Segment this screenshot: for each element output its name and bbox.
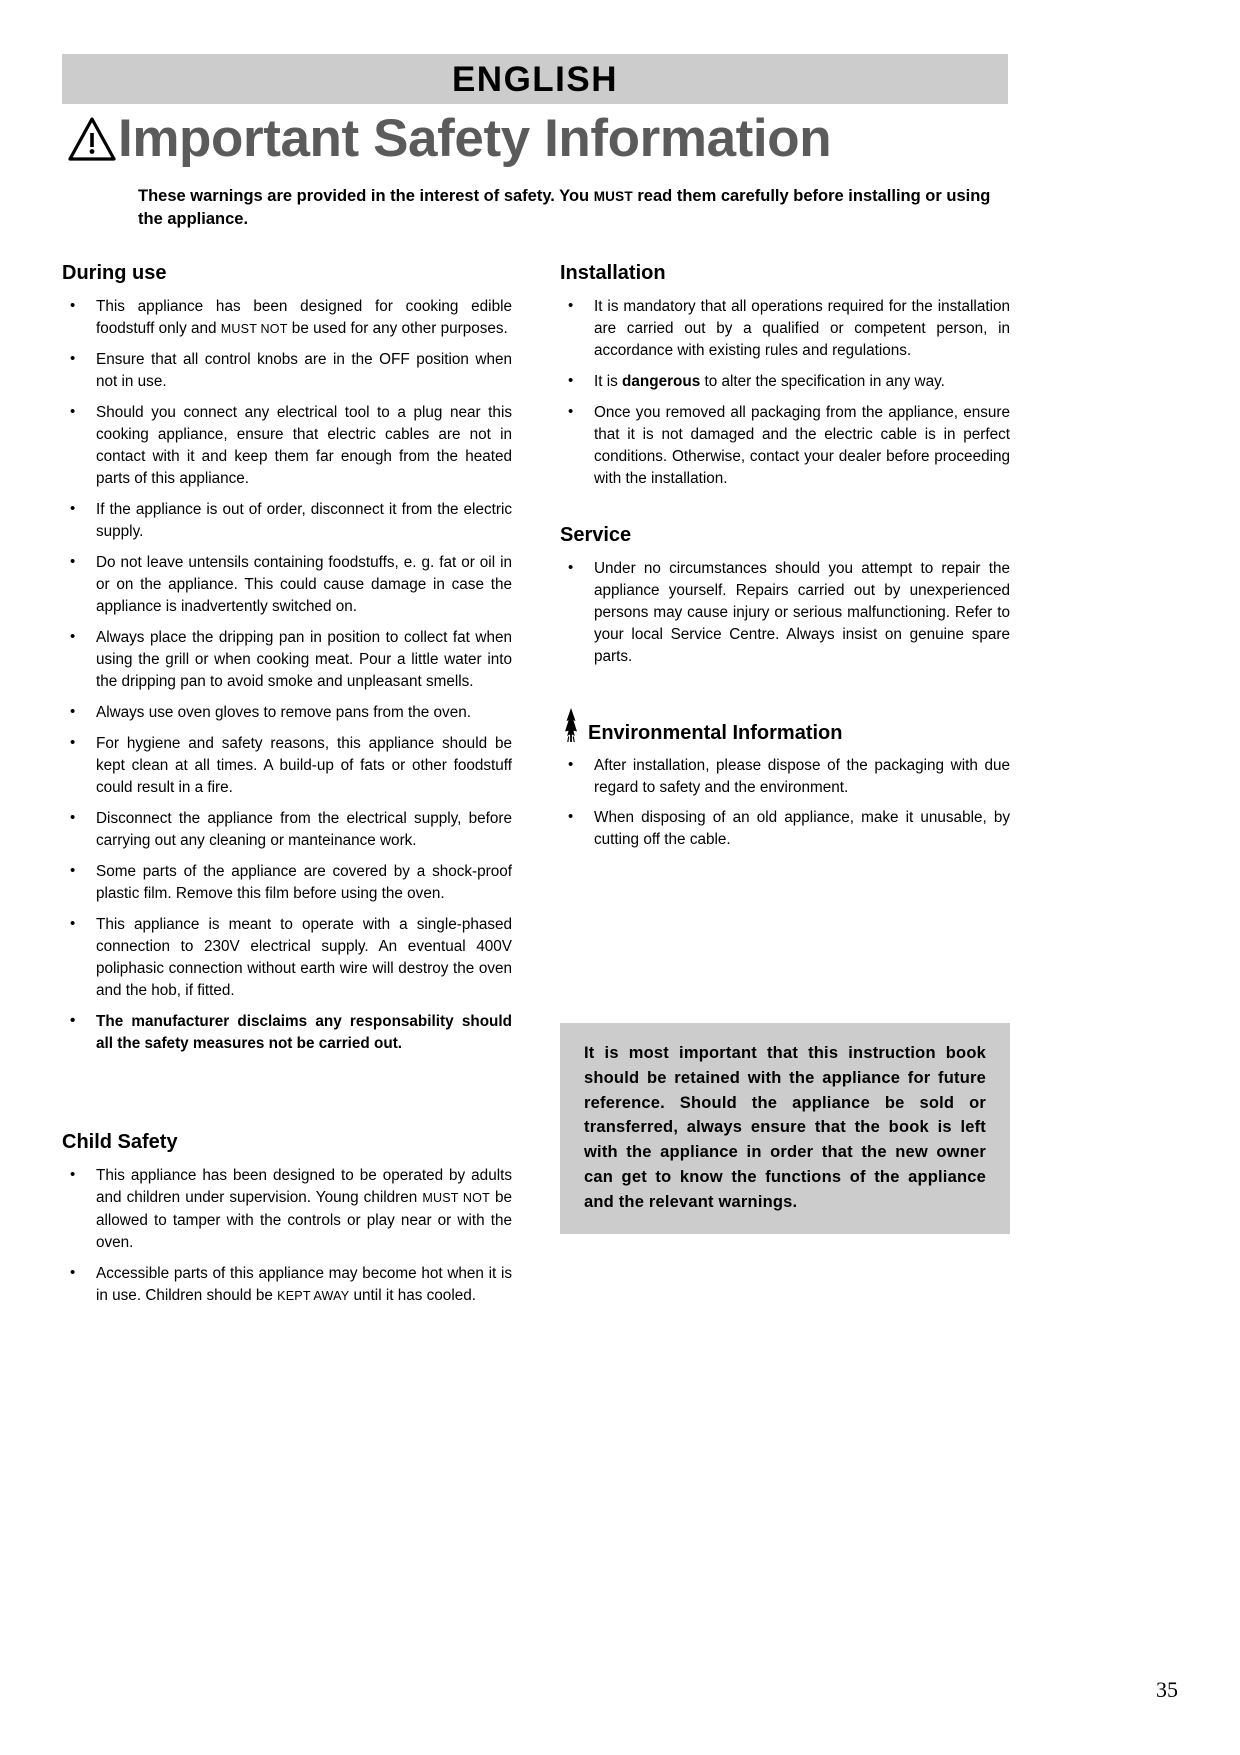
bullet-text-part-1: After installation, please dispose of the packaging with due regard to safety and the environment.: [594, 757, 1010, 797]
section-heading-installation: Installation: [560, 262, 666, 284]
child-safety-block: [62, 1131, 512, 1306]
list-item: [62, 627, 512, 693]
list-item: [62, 402, 512, 490]
page-number: 35: [1156, 1677, 1178, 1702]
list-item: [62, 499, 512, 543]
section-heading-child-safety: Child Safety: [62, 1131, 178, 1154]
bullet-text-part-1: It is mandatory that all operations required for the installation are carried out by a qualified or competent person, in accordance with existing rules and regulations.: [594, 298, 1010, 360]
list-item: [62, 1263, 512, 1307]
left-column: [62, 262, 512, 1316]
intro-part-1: These warnings are provided in the interest of safety. You: [138, 187, 594, 205]
page-title-text: Important Safety Information: [118, 109, 832, 168]
language-label: ENGLISH: [451, 59, 619, 99]
bullet-text-part-1: This appliance is meant to operate with a single-phased connection to 230V electrical supply. An eventual 400V poliphasic connection without earth wire will destroy the oven and the hob, if fitted.: [96, 916, 512, 1000]
bullet-text-part-1: Ensure that all control knobs are in the OFF position when not in use.: [96, 351, 512, 391]
right-column: [560, 262, 1010, 859]
installation-list: [560, 296, 1010, 490]
bullet-text-part-1: This appliance has been designed to be operated by adults and children under supervision. Young children: [96, 1167, 512, 1207]
bullet-text-part-1: Accessible parts of this appliance may become hot when it is in use. Children should be: [96, 1264, 512, 1304]
bullet-text-part-1: For hygiene and safety reasons, this appliance should be kept clean at all times. A build-up of fats or other foodstuff could result in a fire.: [96, 735, 512, 797]
bullet-smallcaps: MUST NOT: [220, 322, 288, 337]
section-heading-environmental: Environmental Information: [588, 722, 843, 745]
list-item: [62, 349, 512, 393]
list-item: [62, 733, 512, 799]
list-item: [560, 558, 1010, 668]
bullet-text-part-1: This appliance has been designed for cooking edible foodstuff only and: [96, 298, 512, 338]
bullet-text-part-1: Do not leave untensils containing foodstuffs, e. g. fat or oil in or on the appliance. This could cause damage in case the appliance is inadvertently switched on.: [96, 554, 512, 616]
bullet-text-part-2: be used for any other purposes.: [287, 320, 508, 338]
section-heading-during-use: During use: [62, 262, 167, 284]
list-item: [560, 755, 1010, 799]
list-item: [62, 1165, 512, 1253]
intro-part-2: read them carefully before installing or using the appliance.: [138, 187, 991, 229]
bullet-text-part-2: to alter the specification in any way.: [700, 373, 945, 391]
list-item: [560, 296, 1010, 362]
list-item: [560, 807, 1010, 851]
bullet-text-part-1: Under no circumstances should you attempt to repair the appliance yourself. Repairs carried out by unexperienced persons may cause injury or serious malfunctioning. Refer to your local Service Centre. Always insist on genuine spare parts.: [594, 560, 1010, 666]
list-item: [62, 808, 512, 852]
bullet-text-part-1: When disposing of an old appliance, make it unusable, by cutting off the cable.: [594, 809, 1010, 849]
child-safety-list: [62, 1165, 512, 1306]
list-item: [62, 702, 512, 724]
during-use-list: [62, 296, 512, 1055]
bullet-smallcaps: KEPT AWAY: [277, 1288, 350, 1303]
list-item: [62, 914, 512, 1002]
environmental-heading-row: [560, 708, 1010, 743]
bullet-bold-word: dangerous: [622, 373, 701, 391]
bullet-text-part-2: until it has cooled.: [349, 1286, 476, 1304]
service-list: [560, 558, 1010, 668]
bullet-text-part-1: Always use oven gloves to remove pans from the oven.: [96, 704, 471, 722]
bullet-text-part-1: It is: [594, 373, 623, 391]
intro-warning-text: [138, 185, 1010, 232]
bullet-text-part-1: The manufacturer disclaims any responsability should all the safety measures not be carried out.: [96, 1013, 512, 1053]
bullet-smallcaps: MUST NOT: [422, 1191, 490, 1206]
list-item: [560, 402, 1010, 490]
list-item: [62, 296, 512, 340]
page-title: [68, 109, 1028, 168]
bullet-text-part-1: If the appliance is out of order, disconnect it from the electric supply.: [96, 501, 512, 541]
bullet-text-part-2: be allowed to tamper with the controls or play near or with the oven.: [96, 1189, 513, 1251]
tree-icon: [560, 708, 582, 742]
list-item-disclaimer: [62, 1011, 512, 1055]
bullet-text-part-1: Disconnect the appliance from the electrical supply, before carrying out any cleaning or manteinance work.: [96, 810, 512, 850]
callout-text: It is most important that this instruction book should be retained with the appliance for future reference. Should the appliance be sold or transferred, always ensure that the book is left with the appliance in order that the new owner can get to know the functions of the appliance and the relevant warnings.: [584, 1044, 986, 1211]
list-item: [560, 371, 1010, 393]
section-heading-service: Service: [560, 524, 632, 547]
language-band: [62, 54, 1008, 104]
environmental-list: [560, 755, 1010, 851]
bullet-text-part-1: Once you removed all packaging from the appliance, ensure that it is not damaged and the electric cable is in perfect conditions. Otherwise, contact your dealer before proceeding with the installation.: [594, 404, 1010, 488]
bullet-text-part-1: Should you connect any electrical tool to a plug near this cooking appliance, ensure that electric cables are not in contact with it and keep them far enough from the heated parts of this appliance.: [96, 404, 512, 488]
list-item: [62, 552, 512, 618]
intro-smallcaps-must: MUST: [593, 189, 633, 204]
list-item: [62, 861, 512, 905]
retain-book-callout: [560, 1023, 1010, 1234]
bullet-text-part-1: Always place the dripping pan in position to collect fat when using the grill or when cooking meat. Pour a little water into the dripping pan to avoid smoke and unpleasant smells.: [96, 629, 512, 691]
bullet-text-part-1: Some parts of the appliance are covered by a shock-proof plastic film. Remove this film before using the oven.: [96, 863, 512, 903]
warning-triangle-icon: [68, 117, 116, 161]
